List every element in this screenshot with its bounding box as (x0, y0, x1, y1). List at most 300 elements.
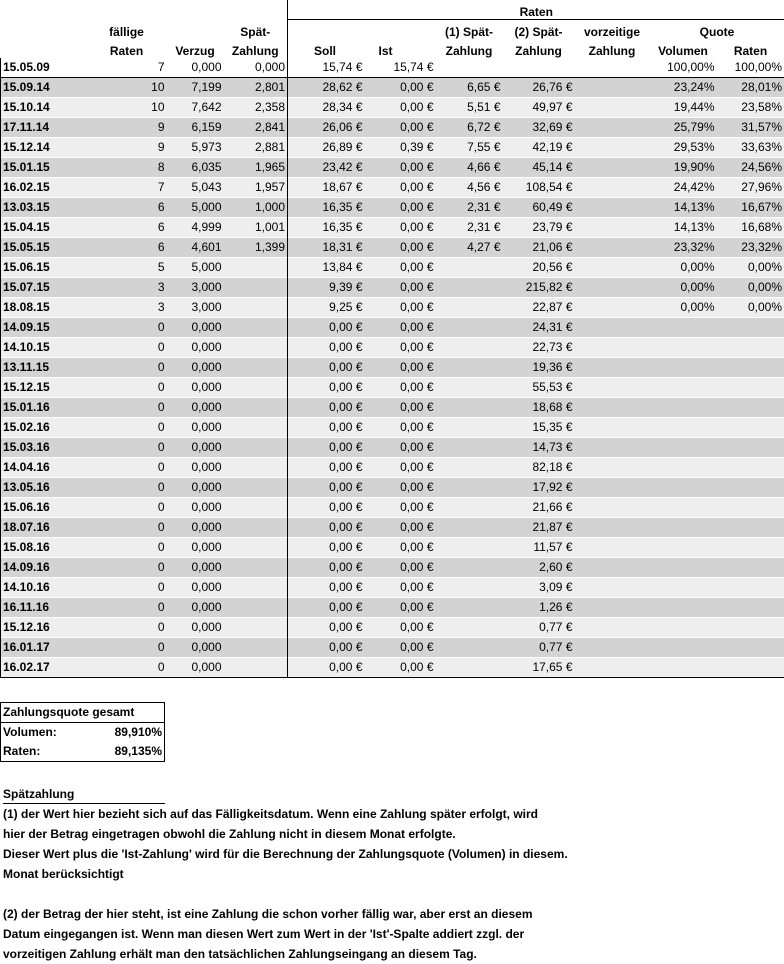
cell-verzug: 5,043 (167, 178, 224, 198)
cell-q-raten (717, 498, 784, 518)
cell-faellige: 0 (87, 478, 167, 498)
cell-spaet (224, 658, 288, 678)
cell-soll: 0,00 € (288, 498, 365, 518)
cell-sp1 (436, 458, 503, 478)
cell-spaet (224, 438, 288, 458)
cell-soll: 26,89 € (288, 138, 365, 158)
cell-spaet (224, 498, 288, 518)
cell-faellige: 0 (87, 538, 167, 558)
cell-q-raten: 23,58% (717, 98, 784, 118)
summary-volumen-label: Volumen: (3, 725, 57, 739)
cell-ist: 0,00 € (365, 358, 436, 378)
cell-date: 15.12.15 (1, 378, 87, 398)
cell-sp1 (436, 378, 503, 398)
cell-spaet (224, 358, 288, 378)
cell-date: 15.06.16 (1, 498, 87, 518)
cell-q-volumen: 100,00% (650, 58, 717, 78)
cell-verzug: 7,199 (167, 78, 224, 98)
cell-sp1 (436, 658, 503, 678)
cell-q-raten (717, 598, 784, 618)
cell-date: 15.06.15 (1, 258, 87, 278)
cell-sp1 (436, 438, 503, 458)
cell-ist: 0,00 € (365, 658, 436, 678)
table-row (1, 438, 784, 458)
cell-sp1 (436, 598, 503, 618)
cell-sp1: 4,56 € (436, 178, 503, 198)
cell-sp2: 82,18 € (503, 458, 575, 478)
notes-title: Spätzahlung (3, 785, 165, 804)
table-row (1, 398, 784, 418)
cell-spaet (224, 458, 288, 478)
cell-faellige: 0 (87, 618, 167, 638)
cell-ist: 0,00 € (365, 378, 436, 398)
cell-ist: 0,00 € (365, 578, 436, 598)
header-faellige-line2: Raten (87, 39, 167, 58)
cell-soll: 0,00 € (288, 618, 365, 638)
table-row (1, 418, 784, 438)
table-row (1, 238, 784, 258)
table-row (1, 458, 784, 478)
cell-faellige: 0 (87, 658, 167, 678)
cell-vorz (575, 658, 650, 678)
cell-vorz (575, 138, 650, 158)
note-paragraph-1 (3, 804, 763, 884)
cell-soll: 28,34 € (288, 98, 365, 118)
cell-sp1: 4,66 € (436, 158, 503, 178)
cell-q-volumen (650, 658, 717, 678)
cell-sp1 (436, 618, 503, 638)
cell-faellige: 6 (87, 238, 167, 258)
cell-spaet: 1,399 (224, 238, 288, 258)
cell-soll: 0,00 € (288, 318, 365, 338)
cell-spaet (224, 398, 288, 418)
cell-faellige: 0 (87, 498, 167, 518)
cell-q-raten (717, 638, 784, 658)
cell-q-volumen (650, 458, 717, 478)
cell-soll: 0,00 € (288, 378, 365, 398)
cell-verzug: 7,642 (167, 98, 224, 118)
header-ist: Ist (365, 39, 436, 58)
cell-faellige: 0 (87, 578, 167, 598)
cell-verzug: 3,000 (167, 298, 224, 318)
cell-sp1 (436, 398, 503, 418)
cell-sp2: 22,73 € (503, 338, 575, 358)
note-paragraph-2 (3, 904, 763, 964)
cell-faellige: 0 (87, 458, 167, 478)
cell-q-raten (717, 578, 784, 598)
cell-vorz (575, 578, 650, 598)
table-row (1, 618, 784, 638)
cell-sp2: 14,73 € (503, 438, 575, 458)
cell-ist: 0,39 € (365, 138, 436, 158)
cell-q-raten (717, 618, 784, 638)
cell-soll: 0,00 € (288, 418, 365, 438)
cell-spaet (224, 538, 288, 558)
cell-sp1 (436, 538, 503, 558)
cell-sp2: 22,87 € (503, 298, 575, 318)
cell-vorz (575, 238, 650, 258)
cell-q-volumen (650, 518, 717, 538)
cell-q-volumen (650, 478, 717, 498)
cell-q-raten (717, 458, 784, 478)
cell-verzug: 0,000 (167, 578, 224, 598)
cell-sp1 (436, 318, 503, 338)
cell-ist: 0,00 € (365, 298, 436, 318)
table-row (1, 338, 784, 358)
cell-ist: 0,00 € (365, 518, 436, 538)
cell-date: 13.05.16 (1, 478, 87, 498)
cell-q-volumen: 19,90% (650, 158, 717, 178)
cell-date: 15.01.16 (1, 398, 87, 418)
cell-sp1 (436, 558, 503, 578)
cell-vorz (575, 178, 650, 198)
cell-date: 16.11.16 (1, 598, 87, 618)
cell-ist: 0,00 € (365, 418, 436, 438)
header-vorz-line2: Zahlung (575, 39, 650, 58)
cell-date: 16.02.17 (1, 658, 87, 678)
cell-q-raten (717, 338, 784, 358)
cell-soll: 0,00 € (288, 358, 365, 378)
cell-q-raten: 0,00% (717, 258, 784, 278)
cell-spaet (224, 418, 288, 438)
cell-faellige: 0 (87, 318, 167, 338)
cell-ist: 0,00 € (365, 538, 436, 558)
cell-date: 15.02.16 (1, 418, 87, 438)
cell-sp1 (436, 258, 503, 278)
cell-spaet (224, 478, 288, 498)
cell-verzug: 0,000 (167, 438, 224, 458)
cell-ist: 0,00 € (365, 158, 436, 178)
cell-spaet (224, 378, 288, 398)
note-line: Datum eingegangen ist. Wenn man diesen Wert zum Wert in der 'Ist'-Spalte addiert zzgl. der (3, 927, 525, 941)
cell-spaet (224, 638, 288, 658)
cell-sp1: 2,31 € (436, 198, 503, 218)
cell-q-volumen (650, 318, 717, 338)
cell-spaet: 2,881 (224, 138, 288, 158)
cell-date: 15.10.14 (1, 98, 87, 118)
cell-ist: 0,00 € (365, 618, 436, 638)
cell-vorz (575, 358, 650, 378)
cell-ist: 0,00 € (365, 218, 436, 238)
cell-ist: 0,00 € (365, 278, 436, 298)
cell-sp2: 55,53 € (503, 378, 575, 398)
cell-date: 14.10.15 (1, 338, 87, 358)
cell-q-volumen: 25,79% (650, 118, 717, 138)
table-row (1, 378, 784, 398)
cell-q-volumen: 24,42% (650, 178, 717, 198)
cell-soll: 0,00 € (288, 338, 365, 358)
table-row (1, 558, 784, 578)
cell-spaet (224, 298, 288, 318)
cell-q-raten: 0,00% (717, 278, 784, 298)
cell-ist: 15,74 € (365, 58, 436, 78)
cell-soll: 9,39 € (288, 278, 365, 298)
cell-q-raten (717, 358, 784, 378)
cell-vorz (575, 438, 650, 458)
cell-spaet (224, 598, 288, 618)
header-sp2-line2: Zahlung (503, 39, 575, 58)
cell-verzug: 0,000 (167, 618, 224, 638)
cell-q-raten (717, 438, 784, 458)
cell-soll: 0,00 € (288, 578, 365, 598)
table-row (1, 198, 784, 218)
cell-sp1 (436, 298, 503, 318)
cell-q-raten: 23,32% (717, 238, 784, 258)
cell-q-volumen: 19,44% (650, 98, 717, 118)
cell-verzug: 6,035 (167, 158, 224, 178)
cell-q-raten: 28,01% (717, 78, 784, 98)
cell-verzug: 3,000 (167, 278, 224, 298)
cell-verzug: 5,000 (167, 258, 224, 278)
cell-vorz (575, 478, 650, 498)
cell-sp2: 3,09 € (503, 578, 575, 598)
cell-verzug: 4,999 (167, 218, 224, 238)
cell-soll: 0,00 € (288, 438, 365, 458)
cell-verzug: 0,000 (167, 358, 224, 378)
cell-verzug: 6,159 (167, 118, 224, 138)
cell-date: 14.10.16 (1, 578, 87, 598)
cell-sp2: 15,35 € (503, 418, 575, 438)
cell-sp2: 26,76 € (503, 78, 575, 98)
cell-vorz (575, 318, 650, 338)
cell-verzug: 4,601 (167, 238, 224, 258)
cell-faellige: 8 (87, 158, 167, 178)
cell-vorz (575, 198, 650, 218)
cell-sp1: 7,55 € (436, 138, 503, 158)
cell-q-raten (717, 538, 784, 558)
cell-faellige: 7 (87, 58, 167, 78)
cell-faellige: 5 (87, 258, 167, 278)
cell-q-raten: 16,68% (717, 218, 784, 238)
cell-q-volumen (650, 558, 717, 578)
cell-vorz (575, 638, 650, 658)
header-sp2-line1: (2) Spät- (503, 20, 575, 40)
table-row (1, 598, 784, 618)
cell-verzug: 0,000 (167, 538, 224, 558)
cell-verzug: 0,000 (167, 638, 224, 658)
cell-vorz (575, 558, 650, 578)
table-row (1, 178, 784, 198)
cell-q-raten (717, 378, 784, 398)
cell-vorz (575, 378, 650, 398)
cell-verzug: 0,000 (167, 598, 224, 618)
header-row-group (1, 0, 784, 20)
cell-soll: 16,35 € (288, 198, 365, 218)
summary-volumen-value: 89,910% (114, 725, 162, 739)
group-header-raten: Raten (288, 0, 784, 20)
cell-sp2: 19,36 € (503, 358, 575, 378)
cell-faellige: 0 (87, 338, 167, 358)
cell-q-raten: 24,56% (717, 158, 784, 178)
cell-spaet (224, 618, 288, 638)
cell-q-raten: 0,00% (717, 298, 784, 318)
cell-sp2: 20,56 € (503, 258, 575, 278)
cell-q-raten: 27,96% (717, 178, 784, 198)
cell-ist: 0,00 € (365, 638, 436, 658)
cell-q-volumen: 0,00% (650, 258, 717, 278)
cell-spaet (224, 518, 288, 538)
cell-sp2: 18,68 € (503, 398, 575, 418)
cell-q-volumen (650, 578, 717, 598)
cell-sp2: 0,77 € (503, 618, 575, 638)
cell-q-raten (717, 418, 784, 438)
note-line: vorzeitigen Zahlung erhält man den tatsächlichen Zahlungseingang an diesem Tag. (3, 947, 477, 961)
cell-ist: 0,00 € (365, 478, 436, 498)
cell-sp2: 0,77 € (503, 638, 575, 658)
table-row (1, 58, 784, 78)
cell-sp1: 2,31 € (436, 218, 503, 238)
cell-sp2: 32,69 € (503, 118, 575, 138)
cell-faellige: 0 (87, 398, 167, 418)
header-row-1 (1, 20, 784, 40)
cell-date: 14.09.16 (1, 558, 87, 578)
cell-spaet: 2,358 (224, 98, 288, 118)
cell-spaet: 1,957 (224, 178, 288, 198)
cell-faellige: 0 (87, 638, 167, 658)
cell-soll: 9,25 € (288, 298, 365, 318)
table-row (1, 358, 784, 378)
note-line: Monat berücksichtigt (3, 867, 124, 881)
cell-ist: 0,00 € (365, 458, 436, 478)
cell-sp2: 21,06 € (503, 238, 575, 258)
cell-sp1: 4,27 € (436, 238, 503, 258)
cell-date: 16.02.15 (1, 178, 87, 198)
table-row (1, 78, 784, 98)
cell-sp1 (436, 278, 503, 298)
cell-soll: 0,00 € (288, 658, 365, 678)
cell-sp2: 11,57 € (503, 538, 575, 558)
cell-vorz (575, 418, 650, 438)
cell-spaet: 0,000 (224, 58, 288, 78)
cell-q-volumen (650, 338, 717, 358)
cell-sp2: 1,26 € (503, 598, 575, 618)
cell-faellige: 0 (87, 358, 167, 378)
cell-date: 15.03.16 (1, 438, 87, 458)
table-row (1, 578, 784, 598)
table-row (1, 518, 784, 538)
cell-ist: 0,00 € (365, 238, 436, 258)
cell-q-volumen (650, 438, 717, 458)
cell-date: 15.07.15 (1, 278, 87, 298)
cell-sp1 (436, 358, 503, 378)
cell-date: 15.05.15 (1, 238, 87, 258)
summary-raten-label: Raten: (3, 744, 41, 758)
notes-section (3, 784, 763, 964)
cell-faellige: 10 (87, 98, 167, 118)
cell-q-raten (717, 478, 784, 498)
cell-date: 13.03.15 (1, 198, 87, 218)
cell-date: 18.08.15 (1, 298, 87, 318)
cell-sp1: 6,72 € (436, 118, 503, 138)
cell-spaet (224, 258, 288, 278)
cell-sp1 (436, 638, 503, 658)
header-sp1-line1: (1) Spät- (436, 20, 503, 40)
cell-sp2: 17,65 € (503, 658, 575, 678)
header-spaet-line1: Spät- (224, 20, 288, 40)
cell-vorz (575, 498, 650, 518)
cell-faellige: 3 (87, 298, 167, 318)
cell-date: 15.01.15 (1, 158, 87, 178)
cell-vorz (575, 618, 650, 638)
cell-q-raten: 16,67% (717, 198, 784, 218)
cell-vorz (575, 98, 650, 118)
cell-sp1: 5,51 € (436, 98, 503, 118)
cell-spaet (224, 578, 288, 598)
cell-sp1 (436, 518, 503, 538)
cell-q-volumen (650, 638, 717, 658)
note-line: (2) der Betrag der hier steht, ist eine Zahlung die schon vorher fällig war, aber erst an diesem (3, 907, 533, 921)
cell-soll: 0,00 € (288, 398, 365, 418)
cell-verzug: 5,000 (167, 198, 224, 218)
cell-sp2: 60,49 € (503, 198, 575, 218)
cell-verzug: 0,000 (167, 398, 224, 418)
cell-sp2: 24,31 € (503, 318, 575, 338)
cell-verzug: 0,000 (167, 58, 224, 78)
header-row-2 (1, 39, 784, 58)
cell-vorz (575, 338, 650, 358)
cell-spaet (224, 558, 288, 578)
cell-soll: 0,00 € (288, 598, 365, 618)
cell-spaet: 2,841 (224, 118, 288, 138)
cell-soll: 18,31 € (288, 238, 365, 258)
cell-vorz (575, 158, 650, 178)
table-row (1, 478, 784, 498)
cell-sp2: 17,92 € (503, 478, 575, 498)
cell-date: 15.12.16 (1, 618, 87, 638)
cell-sp2: 45,14 € (503, 158, 575, 178)
cell-date: 15.12.14 (1, 138, 87, 158)
cell-sp1 (436, 478, 503, 498)
cell-vorz (575, 458, 650, 478)
cell-verzug: 0,000 (167, 378, 224, 398)
cell-sp2: 42,19 € (503, 138, 575, 158)
cell-soll: 28,62 € (288, 78, 365, 98)
cell-verzug: 0,000 (167, 458, 224, 478)
note-line: hier der Betrag eingetragen obwohl die Zahlung nicht in diesem Monat erfolgte. (3, 827, 456, 841)
header-vorz-line1: vorzeitige (575, 20, 650, 40)
cell-verzug: 0,000 (167, 518, 224, 538)
cell-q-raten: 100,00% (717, 58, 784, 78)
cell-q-raten (717, 558, 784, 578)
cell-sp2: 49,97 € (503, 98, 575, 118)
cell-q-volumen: 14,13% (650, 198, 717, 218)
cell-ist: 0,00 € (365, 198, 436, 218)
cell-ist: 0,00 € (365, 178, 436, 198)
table-row (1, 538, 784, 558)
table-row (1, 658, 784, 678)
cell-date: 15.08.16 (1, 538, 87, 558)
cell-q-volumen (650, 418, 717, 438)
cell-faellige: 0 (87, 378, 167, 398)
cell-ist: 0,00 € (365, 438, 436, 458)
table-row (1, 138, 784, 158)
cell-q-volumen: 29,53% (650, 138, 717, 158)
cell-q-volumen (650, 618, 717, 638)
cell-verzug: 0,000 (167, 318, 224, 338)
cell-q-volumen (650, 358, 717, 378)
cell-ist: 0,00 € (365, 558, 436, 578)
cell-sp2: 23,79 € (503, 218, 575, 238)
cell-date: 16.01.17 (1, 638, 87, 658)
header-verzug: Verzug (167, 39, 224, 58)
cell-sp2: 215,82 € (503, 278, 575, 298)
cell-soll: 26,06 € (288, 118, 365, 138)
cell-date: 17.11.14 (1, 118, 87, 138)
cell-sp2 (503, 58, 575, 78)
cell-vorz (575, 278, 650, 298)
cell-vorz (575, 538, 650, 558)
cell-faellige: 10 (87, 78, 167, 98)
